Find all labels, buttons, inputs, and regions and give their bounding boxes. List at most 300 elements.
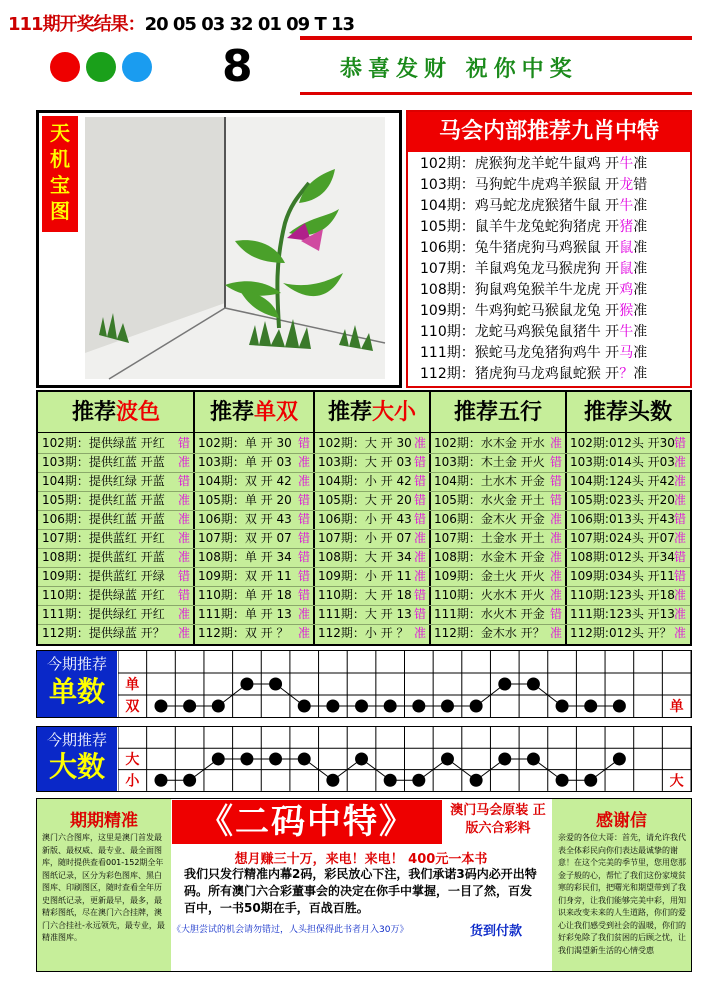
table-cell xyxy=(42,434,192,453)
dashu-label-big: 大数 xyxy=(48,750,105,783)
money-line: 想月赚三十万，来电！来电！ 400元一本书 xyxy=(234,852,488,867)
cell-mark: 错 xyxy=(413,512,426,526)
trend-dot xyxy=(269,752,282,765)
trend-dot xyxy=(384,774,397,787)
cell-text: 108期：单 开 34 xyxy=(198,550,292,564)
table-cell xyxy=(318,472,428,491)
cell-mark: 准 xyxy=(673,626,686,640)
table-cell xyxy=(570,605,688,624)
cell-mark: 准 xyxy=(673,607,686,621)
table-cell xyxy=(42,548,192,567)
red-ball xyxy=(50,52,80,82)
mahui-zodiacs: 鼠羊牛龙兔蛇狗猪虎 开 xyxy=(474,219,620,235)
tianji-picture-frame xyxy=(36,110,402,388)
right-panel-title: 感谢信 xyxy=(596,811,647,831)
table-cell xyxy=(570,472,688,491)
cell-mark: 准 xyxy=(549,512,562,526)
cell-mark: 准 xyxy=(177,455,190,469)
cell-mark: 错 xyxy=(549,493,562,507)
cell-text: 103期:014头 开03 xyxy=(570,455,675,469)
mahui-period: 103期： xyxy=(420,177,475,193)
mahui-mark: 准 xyxy=(633,345,648,361)
cell-text: 102期：水木金 开水 xyxy=(434,436,545,450)
cell-mark: 准 xyxy=(549,436,562,450)
table-cell xyxy=(42,586,192,605)
table-cell xyxy=(434,586,564,605)
cell-mark: 错 xyxy=(413,493,426,507)
trend-dot xyxy=(384,700,397,713)
trend-dot xyxy=(183,700,196,713)
erma-side-text: 澳门马会原装 正版六合彩料 xyxy=(450,803,546,836)
mahui-zodiacs: 马狗蛇牛虎鸡羊猴鼠 开 xyxy=(474,177,620,193)
table-cell xyxy=(42,624,192,643)
mahui-period: 109期： xyxy=(420,303,475,319)
column-divider xyxy=(193,392,195,644)
cell-text: 103期：提供红蓝 开蓝 xyxy=(42,455,165,469)
mahui-period: 111期： xyxy=(420,345,475,361)
cell-text: 112期：小 开 ？ xyxy=(318,626,409,640)
mahui-row xyxy=(420,154,647,174)
cell-mark: 错 xyxy=(673,512,686,526)
mahui-hit: 鼠 xyxy=(619,261,634,277)
table-cell xyxy=(198,510,312,529)
trend-dot xyxy=(298,752,311,765)
cell-text: 105期:023头 开20 xyxy=(570,493,675,507)
cell-mark: 错 xyxy=(297,588,310,602)
table-cell xyxy=(42,453,192,472)
cell-text: 111期：提供绿红 开红 xyxy=(42,607,165,621)
table-cell xyxy=(198,548,312,567)
trend-dot xyxy=(470,700,483,713)
cell-text: 103期：木土金 开火 xyxy=(434,455,545,469)
row-label-bottom: 双 xyxy=(125,699,140,715)
header-divider xyxy=(38,432,690,433)
cell-mark: 错 xyxy=(549,607,562,621)
cell-text: 104期：提供红绿 开蓝 xyxy=(42,474,165,488)
mahui-row xyxy=(420,364,647,384)
cell-text: 103期：大 开 03 xyxy=(318,455,412,469)
table-cell xyxy=(570,529,688,548)
mahui-zodiacs: 兔牛猪虎狗马鸡猴鼠 开 xyxy=(474,240,620,256)
mahui-zodiacs: 鸡马蛇龙虎猴猪牛鼠 开 xyxy=(474,198,620,214)
table-header-wuxing xyxy=(430,392,566,432)
danshu-trend-chart xyxy=(118,651,691,717)
cell-mark: 错 xyxy=(297,569,310,583)
table-cell xyxy=(198,529,312,548)
table-cell xyxy=(198,624,312,643)
trend-dot xyxy=(240,752,253,765)
cell-text: 106期：小 开 43 xyxy=(318,512,412,526)
table-cell xyxy=(570,567,688,586)
table-header-daxiao xyxy=(314,392,430,432)
cell-mark: 准 xyxy=(177,531,190,545)
table-cell xyxy=(570,453,688,472)
table-cell xyxy=(570,586,688,605)
cell-mark: 错 xyxy=(413,455,426,469)
table-cell xyxy=(318,434,428,453)
cell-mark: 错 xyxy=(673,436,686,450)
cell-text: 107期：提供蓝红 开红 xyxy=(42,531,165,545)
cell-mark: 准 xyxy=(549,569,562,583)
cell-text: 107期:024头 开07 xyxy=(570,531,675,545)
cell-mark: 错 xyxy=(673,569,686,583)
table-cell xyxy=(318,567,428,586)
cell-text: 109期：提供蓝红 开绿 xyxy=(42,569,165,583)
trend-dot xyxy=(355,752,368,765)
table-cell xyxy=(434,472,564,491)
dashu-label xyxy=(37,727,117,791)
cell-text: 110期：单 开 18 xyxy=(198,588,292,602)
dashu-label-top: 今期推荐 xyxy=(46,731,107,749)
draw-title: 111期开奖结果： xyxy=(8,14,145,35)
cell-text: 109期:034头 开11 xyxy=(570,569,675,583)
mahui-hit: 牛 xyxy=(619,198,634,214)
trend-dot xyxy=(441,752,454,765)
erma-footer: 《大胆尝试的机会请勿错过，人头担保得此书者月入30万》 xyxy=(172,925,409,935)
cell-text: 108期：水金木 开金 xyxy=(434,550,545,564)
cell-mark: 错 xyxy=(177,474,190,488)
column-divider xyxy=(565,392,567,644)
cell-text: 105期：大 开 20 xyxy=(318,493,412,507)
trend-dot xyxy=(527,752,540,765)
trend-dot xyxy=(613,752,626,765)
mahui-hit: 马 xyxy=(619,345,634,361)
cell-text: 111期:123头 开13 xyxy=(570,607,675,621)
cell-text: 111期：水火木 开金 xyxy=(434,607,545,621)
table-cell xyxy=(198,567,312,586)
trend-dot xyxy=(412,700,425,713)
trend-dot xyxy=(527,678,540,691)
table-header-bose xyxy=(38,392,194,432)
cell-text: 107期：双 开 07 xyxy=(198,531,292,545)
mahui-zodiacs: 猴蛇马龙兔猪狗鸡牛 开 xyxy=(474,345,620,361)
cell-text: 106期：双 开 43 xyxy=(198,512,292,526)
cell-mark: 准 xyxy=(673,455,686,469)
cell-mark: 错 xyxy=(413,474,426,488)
erma-body: 我们只发行精准内幕2码，彩民放心下注，我们承诺3码内必开出特码。所有澳门六合彩董事会的决定在你手中掌握，一目了然，百发百中，一书50期在手，百战百胜。 xyxy=(184,867,537,915)
mahui-mark: 准 xyxy=(633,324,648,340)
mahui-period: 106期： xyxy=(420,240,475,256)
trend-dot xyxy=(498,678,511,691)
mahui-row xyxy=(420,301,647,321)
table-cell xyxy=(198,491,312,510)
cell-mark: 准 xyxy=(413,626,426,640)
table-cell xyxy=(434,567,564,586)
trend-dot xyxy=(298,700,311,713)
cell-mark: 准 xyxy=(673,493,686,507)
mahui-title: 马会内部推荐九肖中特 xyxy=(408,112,690,152)
cell-text: 108期：提供蓝红 开蓝 xyxy=(42,550,165,564)
table-cell xyxy=(570,434,688,453)
table-cell xyxy=(570,491,688,510)
cell-text: 104期：土水木 开金 xyxy=(434,474,545,488)
mahui-mark: 准 xyxy=(633,240,648,256)
cell-text: 108期:012头 开34 xyxy=(570,550,675,564)
table-cell xyxy=(434,548,564,567)
cell-mark: 准 xyxy=(177,512,190,526)
mahui-mark: 准 xyxy=(633,198,648,214)
table-cell xyxy=(318,453,428,472)
table-cell xyxy=(318,529,428,548)
table-header-toushu xyxy=(566,392,690,432)
cash-on-delivery: 货到付款 xyxy=(470,924,523,939)
cell-mark: 准 xyxy=(413,569,426,583)
mahui-period: 107期： xyxy=(420,261,475,277)
table-cell xyxy=(42,510,192,529)
cell-text: 104期：小 开 42 xyxy=(318,474,412,488)
table-cell xyxy=(318,605,428,624)
cell-text: 102期：大 开 30 xyxy=(318,436,412,450)
cell-mark: 错 xyxy=(413,588,426,602)
cell-text: 102期：提供绿蓝 开红 xyxy=(42,436,165,450)
header-divider xyxy=(300,92,692,95)
cell-text: 112期：双 开 ？ xyxy=(198,626,289,640)
mahui-row xyxy=(420,280,647,300)
cell-mark: 错 xyxy=(297,493,310,507)
cell-text: 105期：提供红蓝 开蓝 xyxy=(42,493,165,507)
butterfly-plant-picture xyxy=(39,113,399,385)
table-cell xyxy=(42,567,192,586)
cell-text: 107期：小 开 07 xyxy=(318,531,412,545)
table-cell xyxy=(434,434,564,453)
table-cell xyxy=(318,491,428,510)
trend-dot xyxy=(412,774,425,787)
danshu-label xyxy=(37,651,117,717)
mahui-row xyxy=(420,217,647,237)
column-divider xyxy=(313,392,315,644)
cell-text: 102期：单 开 30 xyxy=(198,436,292,450)
table-cell xyxy=(42,472,192,491)
mahui-mark: 准 xyxy=(633,156,648,172)
cell-text: 102期:012头 开30 xyxy=(570,436,675,450)
mahui-hit: 牛 xyxy=(619,156,634,172)
left-panel-text: 澳门六合图库，这里是澳门首发最新版、最权威、最专业、最全面图库，随时提供查看001-152期全年图纸记录，区分为彩色图库、黑白图库、印刷图区，随时查看全年历史图纸记录，更新最早，最多，最精彩图纸，尽在澳门六合挂牌，澳门六合挂社-永远领先，最专业，最精准图库。 xyxy=(42,833,165,942)
trend-dot xyxy=(326,700,339,713)
cell-mark: 准 xyxy=(549,550,562,564)
table-cell xyxy=(434,529,564,548)
trend-dot xyxy=(212,700,225,713)
cell-text: 106期：金木火 开金 xyxy=(434,512,545,526)
erma-title: 《二码中特》 xyxy=(172,800,442,844)
cell-text: 109期：双 开 11 xyxy=(198,569,292,583)
cell-mark: 错 xyxy=(673,550,686,564)
trend-dot xyxy=(269,678,282,691)
trend-dot xyxy=(613,700,626,713)
mahui-zodiacs: 牛鸡狗蛇马猴鼠龙兔 开 xyxy=(474,303,620,319)
cell-mark: 准 xyxy=(297,455,310,469)
draw-numbers: 20 05 03 32 01 09 T 13 xyxy=(144,14,355,35)
cell-mark: 准 xyxy=(297,607,310,621)
cell-mark: 准 xyxy=(413,550,426,564)
cell-text: 109期：小 开 11 xyxy=(318,569,412,583)
header-highlight: 波色 xyxy=(116,399,161,425)
trend-dot xyxy=(240,678,253,691)
end-label: 大 xyxy=(669,773,684,790)
left-panel-title: 期期精准 xyxy=(70,811,138,831)
cell-mark: 准 xyxy=(413,436,426,450)
cell-text: 103期：单 开 03 xyxy=(198,455,292,469)
mahui-hit: 猪 xyxy=(619,219,634,235)
cell-text: 111期：大 开 13 xyxy=(318,607,412,621)
trend-dot xyxy=(212,752,225,765)
cell-text: 110期:123头 开18 xyxy=(570,588,675,602)
mahui-zodiacs: 羊鼠鸡兔龙马猴虎狗 开 xyxy=(474,261,620,277)
cell-text: 108期：大 开 34 xyxy=(318,550,412,564)
header-prefix: 推荐头数 xyxy=(583,399,672,425)
cell-mark: 准 xyxy=(413,531,426,545)
row-label-top: 单 xyxy=(125,677,140,693)
cell-mark: 准 xyxy=(297,626,310,640)
trend-dot xyxy=(584,774,597,787)
header-highlight: 大小 xyxy=(372,399,417,425)
trend-dot xyxy=(355,700,368,713)
trend-dot xyxy=(154,774,167,787)
mahui-row xyxy=(420,259,647,279)
mahui-hit: 鸡 xyxy=(619,282,634,298)
trend-dot xyxy=(441,700,454,713)
table-cell xyxy=(434,453,564,472)
cell-text: 106期：提供红蓝 开蓝 xyxy=(42,512,165,526)
cell-text: 111期：单 开 13 xyxy=(198,607,292,621)
table-cell xyxy=(198,605,312,624)
table-cell xyxy=(570,510,688,529)
cell-text: 105期：水火金 开土 xyxy=(434,493,545,507)
mahui-mark: 错 xyxy=(633,177,648,193)
cell-mark: 错 xyxy=(297,436,310,450)
cell-mark: 错 xyxy=(413,607,426,621)
mahui-hit: 牛 xyxy=(619,324,634,340)
trend-dot xyxy=(584,700,597,713)
mahui-zodiacs: 虎猴狗龙羊蛇牛鼠鸡 开 xyxy=(474,156,620,172)
mahui-period: 104期： xyxy=(420,198,475,214)
cell-mark: 准 xyxy=(177,626,190,640)
cell-mark: 准 xyxy=(177,493,190,507)
cell-mark: 错 xyxy=(297,531,310,545)
table-cell xyxy=(434,510,564,529)
column-divider xyxy=(429,392,431,644)
cell-text: 112期：金木水 开？ xyxy=(434,626,545,640)
mahui-period: 112期： xyxy=(420,366,475,382)
mahui-hit: 猴 xyxy=(619,303,634,319)
header-prefix: 推荐五行 xyxy=(453,399,542,425)
mahui-mark: 准 xyxy=(633,261,648,277)
cell-mark: 准 xyxy=(673,531,686,545)
cell-mark: 准 xyxy=(673,474,686,488)
danshu-label-big: 单数 xyxy=(48,675,105,708)
cell-text: 104期：双 开 42 xyxy=(198,474,292,488)
cell-mark: 准 xyxy=(549,588,562,602)
cell-mark: 错 xyxy=(177,588,190,602)
mahui-row xyxy=(420,196,647,216)
blue-ball xyxy=(122,52,152,82)
table-cell xyxy=(570,624,688,643)
draw-result-line xyxy=(8,10,354,36)
tianji-label: 天机宝图 xyxy=(42,116,78,232)
mahui-row xyxy=(420,238,647,258)
table-cell xyxy=(198,586,312,605)
dashu-trend-chart xyxy=(118,727,691,791)
table-cell xyxy=(42,491,192,510)
cell-mark: 准 xyxy=(549,531,562,545)
end-label: 单 xyxy=(669,699,684,715)
cell-text: 112期：提供绿蓝 开？ xyxy=(42,626,165,640)
issue-number: 8 xyxy=(222,41,253,92)
table-cell xyxy=(198,453,312,472)
mahui-hit: ？ xyxy=(619,366,634,382)
right-panel-text: 亲爱的各位大哥：首先，请允许我代表全体彩民向你们表达最诚挚的谢意！在这个完美的季节里，您用您那金子般的心，帮忙了我们这份家境贫寒的彩民们，把曙光和期望带到了我们身旁，让我们能够完美中彩，用知识来改变未来的人生道路，你们的爱心让我们感受到社会的温暖，你们的好彩兔除了我们贫困的后顾之忧，让我们渴望新生活的心情受惠 xyxy=(558,833,686,955)
cell-mark: 准 xyxy=(673,588,686,602)
mahui-row xyxy=(420,343,647,363)
row-label-top: 大 xyxy=(125,751,140,768)
cell-mark: 准 xyxy=(177,607,190,621)
trend-dot xyxy=(556,774,569,787)
mahui-zodiacs: 猪虎狗马龙鸡鼠蛇猴 开 xyxy=(474,366,620,382)
cell-text: 110期：火水木 开火 xyxy=(434,588,545,602)
trend-dot xyxy=(326,774,339,787)
table-cell xyxy=(318,586,428,605)
header-prefix: 推荐 xyxy=(327,399,372,425)
cell-mark: 准 xyxy=(549,626,562,640)
table-cell xyxy=(434,605,564,624)
mahui-period: 105期： xyxy=(420,219,475,235)
cell-mark: 错 xyxy=(549,455,562,469)
trend-dot xyxy=(556,700,569,713)
table-cell xyxy=(42,605,192,624)
mahui-mark: 准 xyxy=(633,219,648,235)
cell-mark: 错 xyxy=(177,436,190,450)
cell-mark: 准 xyxy=(297,474,310,488)
mahui-row xyxy=(420,175,647,195)
table-cell xyxy=(434,491,564,510)
mahui-zodiacs: 龙蛇马鸡猴兔鼠猪牛 开 xyxy=(474,324,620,340)
trend-dot xyxy=(154,700,167,713)
cell-mark: 错 xyxy=(297,550,310,564)
cell-mark: 错 xyxy=(549,474,562,488)
mahui-period: 110期： xyxy=(420,324,475,340)
cell-text: 106期:013头 开43 xyxy=(570,512,675,526)
table-cell xyxy=(198,472,312,491)
header-prefix: 推荐 xyxy=(71,399,116,425)
trend-dot xyxy=(470,774,483,787)
cell-mark: 准 xyxy=(177,550,190,564)
table-cell xyxy=(318,624,428,643)
mahui-mark: 准 xyxy=(633,303,648,319)
mahui-mark: 准 xyxy=(633,282,648,298)
table-header-danshuang xyxy=(194,392,314,432)
mahui-period: 108期： xyxy=(420,282,475,298)
green-ball xyxy=(86,52,116,82)
mahui-hit: 鼠 xyxy=(619,240,634,256)
header-highlight: 单双 xyxy=(254,399,299,425)
top-divider xyxy=(300,36,692,40)
cell-mark: 错 xyxy=(177,569,190,583)
table-cell xyxy=(434,624,564,643)
slogan: 恭喜发财 祝你中奖 xyxy=(340,57,578,82)
table-cell xyxy=(42,529,192,548)
table-cell xyxy=(570,548,688,567)
trend-dot xyxy=(183,774,196,787)
cell-text: 112期:012头 开？ xyxy=(570,626,672,640)
mahui-mark: 准 xyxy=(633,366,648,382)
cell-text: 105期：单 开 20 xyxy=(198,493,292,507)
mahui-zodiacs: 狗鼠鸡兔猴羊牛龙虎 开 xyxy=(474,282,620,298)
cell-text: 110期：大 开 18 xyxy=(318,588,412,602)
table-cell xyxy=(198,434,312,453)
mahui-hit: 龙 xyxy=(619,177,634,193)
trend-dot xyxy=(498,752,511,765)
header-prefix: 推荐 xyxy=(209,399,254,425)
cell-text: 110期：提供绿蓝 开红 xyxy=(42,588,165,602)
